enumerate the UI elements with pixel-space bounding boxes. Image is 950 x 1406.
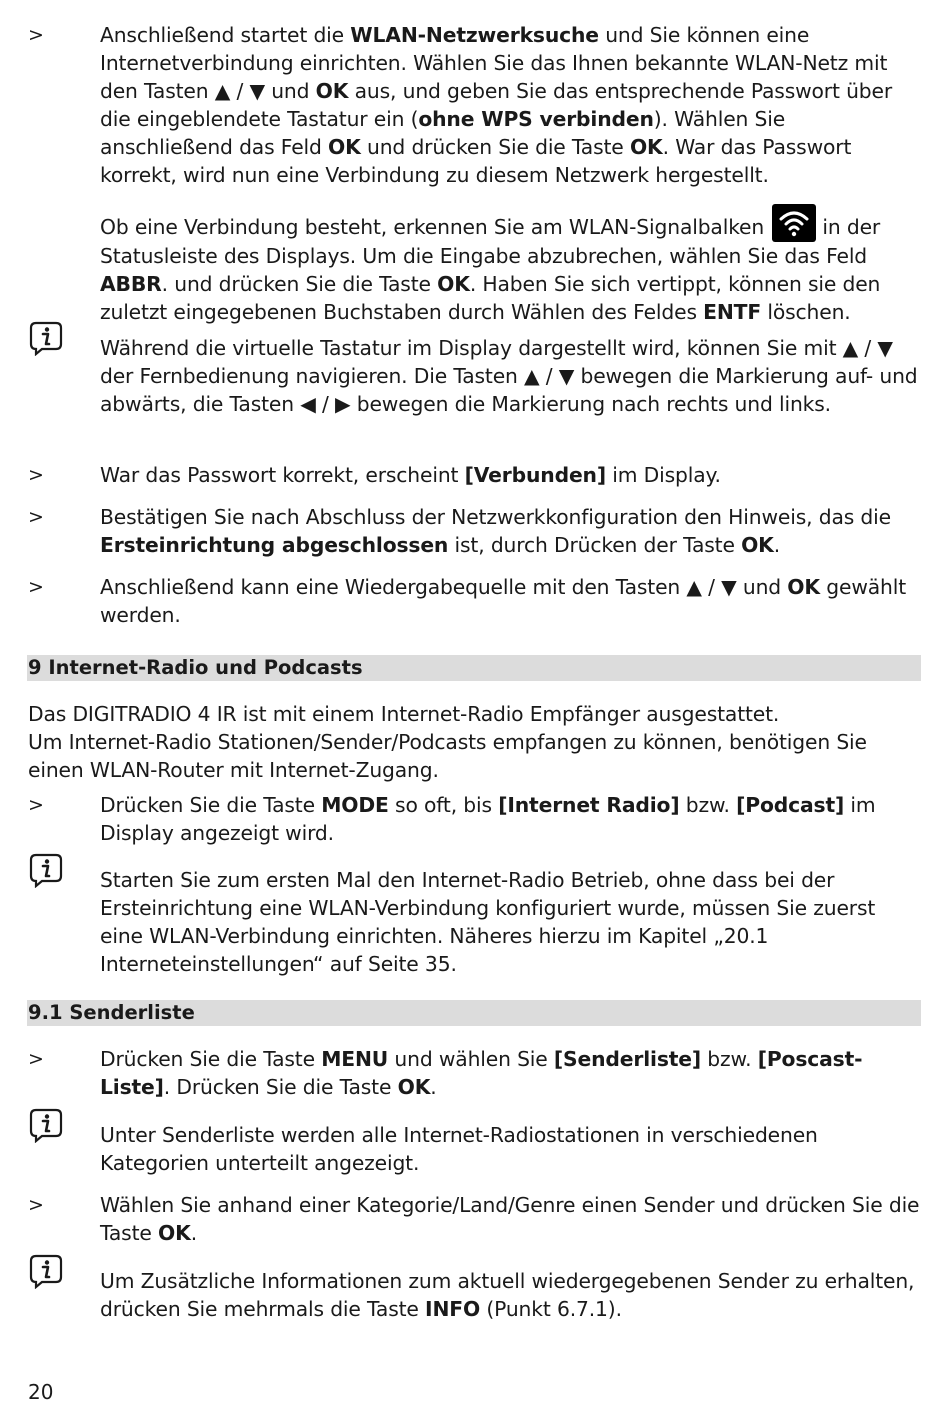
text-run: . Haben Sie sich vertippt, können sie den zuletzt eingegebenen Buchstaben durch Wählen des Feldes bbox=[100, 272, 881, 324]
bold-term: Ersteinrichtung abgeschlossen bbox=[100, 533, 449, 557]
step-marker: > bbox=[28, 576, 44, 598]
text-run: . Drücken Sie die Taste bbox=[163, 1075, 398, 1099]
paragraph-text bbox=[28, 700, 922, 784]
text-run: . bbox=[773, 533, 781, 557]
bold-term: OK bbox=[741, 533, 774, 557]
info-note-icon bbox=[28, 1107, 64, 1143]
step-marker: > bbox=[28, 24, 44, 46]
info-note-icon bbox=[28, 852, 64, 888]
bold-term: MENU bbox=[321, 1047, 389, 1071]
text-run: Das DIGITRADIO 4 IR ist mit einem Internet-Radio Empfänger ausgestattet. bbox=[28, 702, 780, 726]
text-run: und drücken Sie die Taste bbox=[360, 135, 630, 159]
info-text: Starten Sie zum ersten Mal den Internet-Radio Betrieb, ohne dass bei der Ersteinrichtung eine WLAN-Verbindung konfiguriert wurde, müssen Sie zuerst eine WLAN-Verbindung einrichten. Näheres hierzu im Kapitel „20.1 Interneteinstellungen“ auf Seite 35. bbox=[100, 868, 876, 976]
bold-term: OK bbox=[437, 272, 470, 296]
text-run: gewählt werden. bbox=[100, 575, 907, 627]
bold-term: ABBR bbox=[100, 272, 162, 296]
text-run: Bestätigen Sie nach Abschluss der Netzwerkkonfiguration den Hinweis, das die bbox=[100, 505, 891, 529]
bold-term: MODE bbox=[321, 793, 389, 817]
text-run: im Display angezeigt wird. bbox=[100, 793, 876, 845]
step-text bbox=[100, 791, 922, 847]
bold-term: OK bbox=[158, 1221, 191, 1245]
bold-term: INFO bbox=[425, 1297, 481, 1321]
text-run: Wählen Sie anhand einer Kategorie/Land/Genre einen Sender und drücken Sie die Taste bbox=[100, 1193, 920, 1245]
section-heading: 9.1 Senderliste bbox=[27, 1000, 921, 1026]
text-run: und wählen Sie bbox=[388, 1047, 554, 1071]
info-note-icon bbox=[28, 1253, 64, 1289]
text-run: (Punkt 6.7.1). bbox=[480, 1297, 622, 1321]
bold-term: OK bbox=[397, 1075, 431, 1099]
text-run: Ob eine Verbindung besteht, erkennen Sie am WLAN-Signalbalken bbox=[100, 215, 765, 239]
wifi-signal-icon bbox=[772, 204, 816, 242]
text-run: Anschließend startet die bbox=[100, 23, 351, 47]
text-run: Drücken Sie die Taste bbox=[100, 793, 322, 817]
text-run: ist, durch Drücken der Taste bbox=[448, 533, 742, 557]
info-text: Während die virtuelle Tastatur im Display dargestellt wird, können Sie mit ▲ / ▼ der Fernbedienung navigieren. Die Tasten ▲ / ▼ bewegen die Markierung auf- und abwärts, die Tasten ◀ / ▶ bewegen die Markierung nach rechts und links. bbox=[100, 336, 918, 416]
text-run: . bbox=[430, 1075, 437, 1099]
text-run: Anschließend kann eine Wiedergabequelle mit den Tasten ▲ / ▼ und bbox=[100, 575, 788, 599]
step-marker: > bbox=[28, 506, 44, 528]
bold-term: OK bbox=[315, 79, 349, 103]
text-run: im Display. bbox=[605, 463, 721, 487]
bold-term: [Senderliste] bbox=[553, 1047, 702, 1071]
step-text bbox=[100, 573, 922, 629]
bold-term: [Poscast-Liste] bbox=[100, 1047, 863, 1099]
bold-term: OK bbox=[328, 135, 361, 159]
text-run: Um Internet-Radio Stationen/Sender/Podcasts empfangen zu können, benötigen Sie einen WLAN-Router mit Internet-Zugang. bbox=[28, 730, 867, 782]
text-run: so oft, bis bbox=[388, 793, 499, 817]
text-run: Um Zusätzliche Informationen zum aktuell wiedergegebenen Sender zu erhalten, drücken Sie mehrmals die Taste bbox=[100, 1269, 915, 1321]
text-run: in der Statusleiste des Displays. Um die Eingabe abzubrechen, wählen Sie das Feld bbox=[100, 215, 881, 268]
step-marker: > bbox=[28, 1048, 44, 1070]
text-run: aus, und geben Sie das entsprechende Passwort über die eingeblendete Tastatur ein ( bbox=[100, 79, 893, 131]
text-run: . bbox=[190, 1221, 197, 1245]
step-marker: > bbox=[28, 1194, 44, 1216]
bold-term: OK bbox=[629, 135, 663, 159]
step-marker: > bbox=[28, 794, 44, 816]
step-marker: > bbox=[28, 464, 44, 486]
page-number: 20 bbox=[28, 1380, 54, 1404]
info-text bbox=[100, 1267, 922, 1323]
step-text bbox=[100, 503, 922, 559]
text-run: löschen. bbox=[761, 300, 851, 324]
bold-term: WLAN-Netzwerksuche bbox=[350, 23, 599, 47]
text-run: War das Passwort korrekt, erscheint bbox=[100, 463, 465, 487]
bold-term: ENTF bbox=[703, 300, 762, 324]
step-text bbox=[100, 1191, 922, 1247]
bold-term: [Internet Radio] bbox=[498, 793, 680, 817]
text-run: bzw. bbox=[701, 1047, 758, 1071]
text-run: Drücken Sie die Taste bbox=[100, 1047, 322, 1071]
info-text: Unter Senderliste werden alle Internet-Radiostationen in verschiedenen Kategorien unterteilt angezeigt. bbox=[100, 1123, 818, 1175]
text-run: . War das Passwort korrekt, wird nun eine Verbindung zu diesem Netzwerk hergestellt. bbox=[100, 135, 852, 187]
info-note-icon bbox=[28, 320, 64, 356]
bold-term: [Verbunden] bbox=[464, 463, 606, 487]
step-text bbox=[100, 461, 922, 489]
bold-term: ohne WPS verbinden bbox=[418, 107, 654, 131]
text-run: und Sie können eine Internetverbindung einrichten. Wählen Sie das Ihnen bekannte WLAN-Netz mit den Tasten ▲ / ▼ und bbox=[100, 23, 888, 103]
text-run: ). Wählen Sie anschließend das Feld bbox=[100, 107, 786, 159]
section-heading: 9 Internet-Radio und Podcasts bbox=[27, 655, 921, 681]
bold-term: OK bbox=[787, 575, 820, 599]
text-run: . und drücken Sie die Taste bbox=[161, 272, 438, 296]
step-text bbox=[100, 21, 922, 189]
bold-term: [Podcast] bbox=[736, 793, 845, 817]
text-run: bzw. bbox=[679, 793, 737, 817]
paragraph-text bbox=[100, 204, 922, 326]
step-text bbox=[100, 1045, 922, 1101]
